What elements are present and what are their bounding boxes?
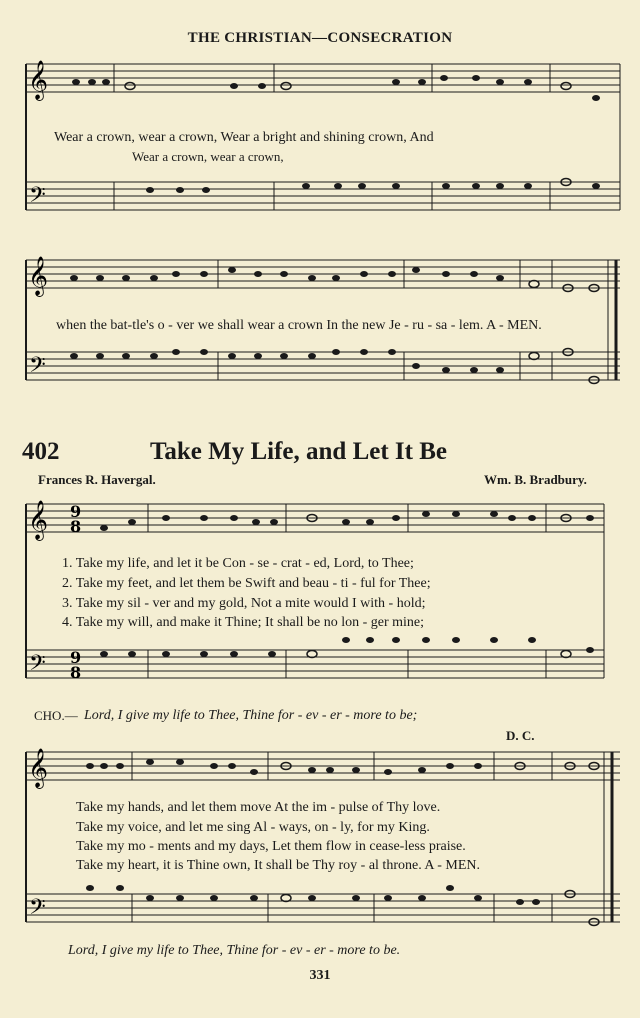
prev-lyric-line1: Wear a crown, wear a crown, Wear a bright and shining crown, And (54, 130, 434, 145)
svg-text:𝄞: 𝄞 (28, 748, 49, 788)
refrain-4: Take my heart, it is Thine own, It shall be Thy roy - al throne. A - MEN. (76, 858, 481, 873)
refrain-3: Take my mo - ments and my days, Let them flow in cease-less praise. (76, 839, 466, 854)
hymn-composer: Wm. B. Bradbury. (484, 472, 587, 487)
svg-text:𝄞: 𝄞 (28, 256, 49, 296)
svg-text:𝄢: 𝄢 (29, 183, 46, 213)
prev-lyric-line2: when the bat-tle's o - ver we shall wear a crown In the new Je - ru - sa - lem. A - MEN. (56, 318, 542, 333)
svg-text:8: 8 (70, 663, 82, 682)
svg-text:𝄞: 𝄞 (28, 60, 49, 100)
verse-4: 4. Take my will, and make it Thine; It shall be no lon - ger mine; (62, 615, 425, 630)
running-head: THE CHRISTIAN—CONSECRATION (187, 30, 453, 46)
verse-2: 2. Take my feet, and let them be Swift and beau - ti - ful for Thee; (62, 576, 431, 591)
chorus-lyric-bottom: Lord, I give my life to Thee, Thine for - ev - er - more to be. (68, 943, 401, 958)
svg-text:9: 9 (70, 502, 82, 521)
chorus-label: CHO.— (34, 708, 78, 723)
prev-lyric-line1-echo: Wear a crown, wear a crown, (132, 149, 284, 164)
svg-text:𝄢: 𝄢 (29, 353, 46, 383)
verse-3: 3. Take my sil - ver and my gold, Not a mite would I with - hold; (62, 596, 426, 611)
svg-text:𝄢: 𝄢 (29, 895, 46, 925)
music-system-3 (0, 494, 640, 694)
verse-1: 1. Take my life, and let it be Con - se - crat - ed, Lord, to Thee; (62, 556, 414, 571)
da-capo-mark: D. C. (506, 728, 535, 743)
hymn-number: 402 (22, 438, 60, 465)
refrain-1: Take my hands, and let them move At the im - pulse of Thy love. (76, 800, 441, 815)
hymn-title: Take My Life, and Let It Be (150, 438, 447, 465)
refrain-2: Take my voice, and let me sing Al - ways, on - ly, for my King. (76, 820, 430, 835)
svg-text:𝄞: 𝄞 (28, 500, 49, 540)
svg-text:9: 9 (70, 648, 82, 667)
svg-text:8: 8 (70, 517, 82, 536)
hymn-author: Frances R. Havergal. (38, 472, 156, 487)
chorus-lyric-top: Lord, I give my life to Thee, Thine for - ev - er - more to be; (84, 708, 418, 723)
svg-text:𝄢: 𝄢 (29, 651, 46, 681)
page-number: 331 (309, 968, 331, 983)
